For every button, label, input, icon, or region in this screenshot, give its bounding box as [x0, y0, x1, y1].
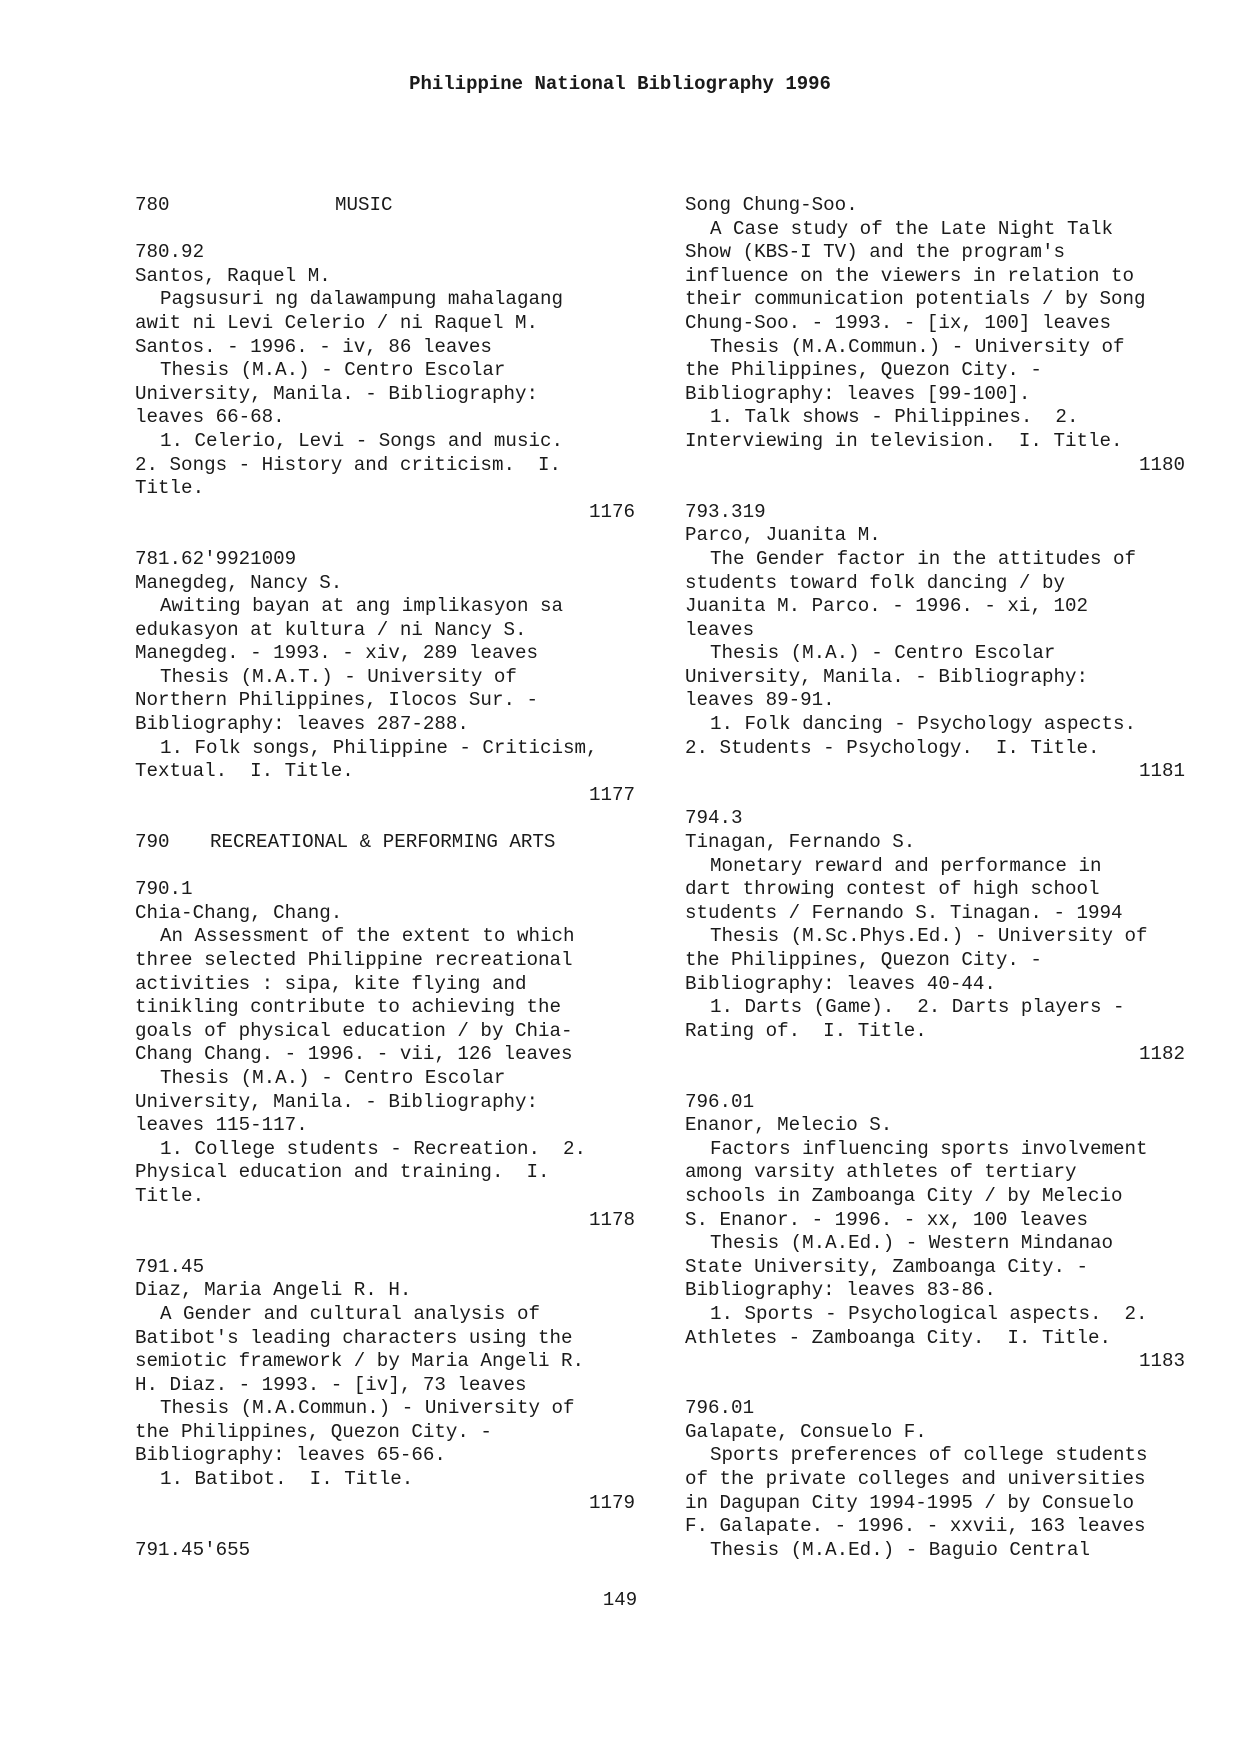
- entry-number: 1183: [1138, 1350, 1185, 1373]
- entry-text: Thesis (M.A.Commun.) - University of: [710, 335, 1125, 358]
- right-column: [685, 194, 1185, 1562]
- entry-text: the Philippines, Quezon City. -: [685, 359, 1042, 382]
- bibliography-entry-1182: [685, 807, 1185, 1067]
- entry-text: Thesis (M.A.) - Centro Escolar: [160, 1066, 506, 1089]
- entry-text: Northern Philippines, Ilocos Sur. -: [135, 689, 539, 712]
- page-title: Philippine National Bibliography 1996: [409, 73, 831, 95]
- entry-text: Chang Chang. - 1996. - vii, 126 leaves: [135, 1043, 573, 1066]
- entry-text: activities : sipa, kite flying and: [135, 972, 527, 995]
- entry-text: leaves 115-117.: [135, 1114, 308, 1137]
- entry-text: Thesis (M.A.) - Centro Escolar: [160, 359, 506, 382]
- call-number: 781.62'9921009: [135, 547, 297, 570]
- bibliography-entry-1179: [135, 1256, 635, 1516]
- bibliography-entry-1181: [685, 501, 1185, 784]
- entry-text: the Philippines, Quezon City. -: [135, 1420, 492, 1443]
- entry-number: 1182: [1138, 1043, 1185, 1066]
- entry-text: Show (KBS-I TV) and the program's: [685, 241, 1065, 264]
- entry-text: A Gender and cultural analysis of: [160, 1302, 540, 1325]
- entry-number: 1178: [588, 1208, 635, 1231]
- entry-author: Parco, Juanita M.: [685, 524, 881, 547]
- entry-text: 1. Sports - Psychological aspects. 2.: [710, 1302, 1148, 1325]
- call-number: 791.45'655: [135, 1538, 251, 1561]
- entry-text: A Case study of the Late Night Talk: [710, 217, 1114, 240]
- entry-text: Thesis (M.Sc.Phys.Ed.) - University of: [710, 925, 1148, 948]
- entry-number: 1177: [588, 783, 635, 806]
- entry-text: Bibliography: leaves [99-100].: [685, 382, 1031, 405]
- entry-text: Interviewing in television. I. Title.: [685, 429, 1123, 452]
- bibliography-entry-1176: [135, 241, 635, 524]
- entry-text: leaves: [685, 618, 755, 641]
- entry-author: Diaz, Maria Angeli R. H.: [135, 1279, 412, 1302]
- entry-text: 1. Batibot. I. Title.: [160, 1468, 414, 1491]
- bibliography-entry-1184: [685, 1397, 1185, 1562]
- entry-text: 1. Celerio, Levi - Songs and music.: [160, 429, 564, 452]
- entry-text: Thesis (M.A.T.) - University of: [160, 665, 517, 688]
- entry-text: dart throwing contest of high school: [685, 878, 1100, 901]
- entry-text: Factors influencing sports involvement: [710, 1137, 1148, 1160]
- call-number: 796.01: [685, 1090, 755, 1113]
- entry-text: of the private colleges and universities: [685, 1468, 1146, 1491]
- entry-author: Tinagan, Fernando S.: [685, 831, 916, 854]
- entry-text: Thesis (M.A.Ed.) - Western Mindanao: [710, 1232, 1114, 1255]
- entry-text: leaves 89-91.: [685, 689, 835, 712]
- entry-text: Rating of. I. Title.: [685, 1019, 927, 1042]
- entry-text: Monetary reward and performance in: [710, 854, 1102, 877]
- entry-text: Thesis (M.A.Commun.) - University of: [160, 1397, 575, 1420]
- entry-number: 1176: [588, 500, 635, 523]
- entry-text: students / Fernando S. Tinagan. - 1994: [685, 901, 1123, 924]
- entry-text: Chung-Soo. - 1993. - [ix, 100] leaves: [685, 311, 1112, 334]
- entry-text: Bibliography: leaves 40-44.: [685, 972, 996, 995]
- entry-text: University, Manila. - Bibliography:: [685, 665, 1089, 688]
- entry-text: awit ni Levi Celerio / ni Raquel M.: [135, 311, 539, 334]
- entry-author: Chia-Chang, Chang.: [135, 901, 343, 924]
- entry-text: Pagsusuri ng dalawampung mahalagang: [160, 288, 564, 311]
- entry-text: edukasyon at kultura / ni Nancy S.: [135, 618, 527, 641]
- entry-author: Song Chung-Soo.: [685, 194, 858, 216]
- section-heading-recreational: [135, 831, 635, 855]
- section-title: MUSIC: [335, 194, 393, 216]
- entry-text: An Assessment of the extent to which: [160, 925, 575, 948]
- entry-text: semiotic framework / by Maria Angeli R.: [135, 1350, 585, 1373]
- bibliography-entry-1183: [685, 1091, 1185, 1374]
- call-number: 791.45: [135, 1255, 205, 1278]
- entry-text: The Gender factor in the attitudes of: [710, 547, 1137, 570]
- bibliography-entry-1177: [135, 548, 635, 808]
- entry-text: their communication potentials / by Song: [685, 288, 1146, 311]
- entry-text: tinikling contribute to achieving the: [135, 996, 562, 1019]
- entry-author: Santos, Raquel M.: [135, 264, 331, 287]
- call-number: 780.92: [135, 241, 205, 264]
- entry-text: three selected Philippine recreational: [135, 949, 573, 971]
- entry-text: Title.: [135, 477, 205, 500]
- entry-text: among varsity athletes of tertiary: [685, 1161, 1077, 1184]
- section-code: 780: [135, 194, 170, 216]
- entry-author: Galapate, Consuelo F.: [685, 1420, 927, 1443]
- bibliography-entry-1180: [685, 194, 1185, 477]
- section-heading-music: [135, 194, 635, 218]
- entry-text: H. Diaz. - 1993. - [iv], 73 leaves: [135, 1373, 527, 1396]
- call-number: 794.3: [685, 807, 743, 830]
- entry-text: Bibliography: leaves 65-66.: [135, 1444, 446, 1467]
- entry-text: the Philippines, Quezon City. -: [685, 949, 1042, 971]
- entry-number: 1181: [1138, 760, 1185, 783]
- entry-text: Thesis (M.A.Ed.) - Baguio Central: [710, 1538, 1090, 1561]
- entry-text: Bibliography: leaves 83-86.: [685, 1279, 996, 1302]
- entry-text: S. Enanor. - 1996. - xx, 100 leaves: [685, 1208, 1089, 1231]
- entry-text: 1. Darts (Game). 2. Darts players -: [710, 996, 1125, 1019]
- call-number: 796.01: [685, 1397, 755, 1420]
- entry-author: Enanor, Melecio S.: [685, 1114, 893, 1137]
- entry-text: Title.: [135, 1184, 205, 1207]
- call-number: 793.319: [685, 500, 766, 523]
- entry-text: Physical education and training. I.: [135, 1161, 550, 1184]
- entry-text: Sports preferences of college students: [710, 1444, 1148, 1467]
- bibliography-entry-1178: [135, 878, 635, 1232]
- section-code: 790: [135, 831, 170, 854]
- entry-number: 1179: [588, 1491, 635, 1514]
- entry-text: students toward folk dancing / by: [685, 571, 1065, 594]
- call-number: 790.1: [135, 878, 193, 901]
- entry-text: in Dagupan City 1994-1995 / by Consuelo: [685, 1491, 1135, 1514]
- entry-text: University, Manila. - Bibliography:: [135, 382, 539, 405]
- entry-text: Juanita M. Parco. - 1996. - xi, 102: [685, 595, 1089, 618]
- entry-author: Manegdeg, Nancy S.: [135, 571, 343, 594]
- entry-text: Thesis (M.A.) - Centro Escolar: [710, 642, 1056, 665]
- entry-text: Manegdeg. - 1993. - xiv, 289 leaves: [135, 642, 539, 665]
- entry-text: University, Manila. - Bibliography:: [135, 1090, 539, 1113]
- page-number: 149: [602, 1589, 638, 1611]
- entry-text: Santos. - 1996. - iv, 86 leaves: [135, 335, 492, 358]
- entry-text: State University, Zamboanga City. -: [685, 1255, 1089, 1278]
- entry-text: 1. College students - Recreation. 2.: [160, 1137, 587, 1160]
- entry-text: goals of physical education / by Chia-: [135, 1019, 573, 1042]
- entry-text: Athletes - Zamboanga City. I. Title.: [685, 1326, 1112, 1349]
- entry-text: Awiting bayan at ang implikasyon sa: [160, 595, 564, 618]
- entry-text: leaves 66-68.: [135, 406, 285, 429]
- entry-text: schools in Zamboanga City / by Melecio: [685, 1184, 1123, 1207]
- entry-text: Bibliography: leaves 287-288.: [135, 713, 469, 736]
- entry-text: F. Galapate. - 1996. - xxvii, 163 leaves: [685, 1515, 1146, 1538]
- entry-text: 1. Talk shows - Philippines. 2.: [710, 406, 1079, 429]
- entry-text: influence on the viewers in relation to: [685, 264, 1135, 287]
- entry-text: 1. Folk dancing - Psychology aspects.: [710, 713, 1137, 736]
- section-title: RECREATIONAL & PERFORMING ARTS: [210, 831, 556, 854]
- entry-text: Batibot's leading characters using the: [135, 1326, 573, 1349]
- left-column: [135, 194, 635, 1562]
- entry-number: 1180: [1138, 453, 1185, 476]
- entry-text: Textual. I. Title.: [135, 760, 354, 783]
- entry-text: 1. Folk songs, Philippine - Criticism,: [160, 736, 598, 759]
- entry-text: 2. Students - Psychology. I. Title.: [685, 736, 1100, 759]
- entry-text: 2. Songs - History and criticism. I.: [135, 453, 562, 476]
